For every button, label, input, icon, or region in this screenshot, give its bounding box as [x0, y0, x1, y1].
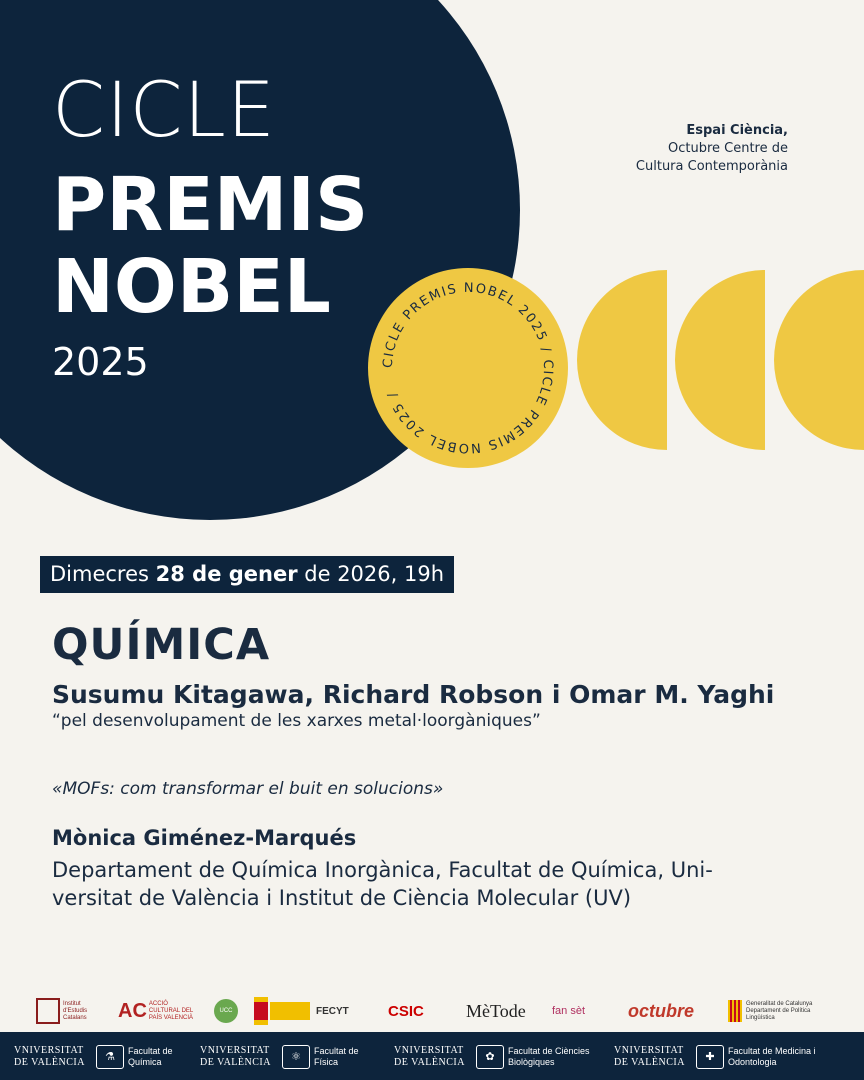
- footer-bar: [0, 1032, 864, 1080]
- footer-faculty-medicina: [614, 1042, 848, 1072]
- title-cicle: CICLE: [52, 65, 276, 154]
- venue-info: [636, 122, 788, 176]
- uv-logo: VNIVERSITAT DE VALÈNCIA: [614, 1045, 685, 1068]
- sponsor-fecyt: FECYT: [254, 994, 374, 1028]
- affiliation-line-2: versitat de València i Institut de Ciència Molecular (UV): [52, 886, 632, 910]
- sponsor-csic: CSIC: [388, 1002, 424, 1020]
- faculty-quimica-icon: ⚗: [96, 1045, 124, 1069]
- sponsor-ucc: UCC: [214, 994, 240, 1028]
- uv-logo: VNIVERSITAT DE VALÈNCIA: [200, 1045, 271, 1068]
- date-rest: de 2026, 19h: [297, 562, 445, 586]
- talk-title: «MOFs: com transformar el buit en solucions»: [52, 779, 444, 799]
- subject-heading: QUÍMICA: [52, 620, 271, 670]
- footer-faculty-quimica: [14, 1042, 188, 1072]
- venue-line-2: Octubre Centre de: [667, 141, 788, 156]
- badge-text: CICLE PREMIS NOBEL 2025 / CICLE PREMIS NOBEL 2025 /: [380, 280, 556, 456]
- event-date: [40, 556, 454, 593]
- speaker-affiliation: [52, 856, 822, 912]
- uv-logo: VNIVERSITAT DE VALÈNCIA: [14, 1045, 85, 1068]
- title-premis: PREMIS: [52, 162, 369, 248]
- faculty-quimica-label: Facultat de Química: [128, 1046, 173, 1067]
- yellow-half-circle-3: [774, 270, 864, 450]
- date-weekday: Dimecres: [50, 562, 156, 586]
- venue-line-3: Cultura Contemporània: [635, 159, 788, 174]
- affiliation-line-1: Departament de Química Inorgànica, Facultat de Química, Uni-: [52, 858, 713, 882]
- iec-icon: [36, 998, 60, 1024]
- sponsor-logos: [36, 994, 836, 1030]
- faculty-medicina-icon: ✚: [696, 1045, 724, 1069]
- faculty-fisica-label: Facultat de Física: [314, 1046, 359, 1067]
- svg-text:CICLE PREMIS NOBEL 2025 / CICL: [381, 281, 555, 455]
- uv-logo: VNIVERSITAT DE VALÈNCIA: [394, 1045, 465, 1068]
- acpv-icon: AC: [118, 999, 147, 1022]
- yellow-half-circle-1: [577, 270, 667, 450]
- ministry-icon: [270, 1002, 310, 1020]
- prize-motivation: “pel desenvolupament de les xarxes metal·loorgàniques”: [52, 711, 541, 731]
- title-nobel: NOBEL: [52, 244, 331, 330]
- speaker-name: Mònica Giménez-Marqués: [52, 826, 357, 850]
- circular-badge: [368, 268, 568, 468]
- venue-name: Espai Ciència,: [686, 123, 788, 138]
- laureates: Susumu Kitagawa, Richard Robson i Omar M. Yaghi: [52, 680, 775, 709]
- sponsor-generalitat: Generalitat de Catalunya Departament de Política Lingüística: [728, 994, 836, 1028]
- faculty-medicina-label: Facultat de Medicina i Odontologia: [728, 1046, 816, 1067]
- date-day-month: 28 de gener: [155, 562, 298, 586]
- title-year: 2025: [52, 340, 149, 384]
- faculty-biologiques-icon: ✿: [476, 1045, 504, 1069]
- footer-faculty-biologiques: [394, 1042, 608, 1072]
- faculty-fisica-icon: ⚛: [282, 1045, 310, 1069]
- sponsor-fanset: fan sèt: [552, 1005, 586, 1017]
- sponsor-metode: MèTode: [466, 1000, 526, 1021]
- badge-text-ring: [368, 268, 568, 468]
- sponsor-iec: Institut d'Estudis Catalans: [36, 994, 104, 1028]
- sponsor-acpv: AC ACCIÓ CULTURAL DEL PAÍS VALENCIÀ: [118, 999, 194, 1022]
- generalitat-icon: [728, 1000, 742, 1022]
- faculty-biologiques-label: Facultat de Ciències Biològiques: [508, 1046, 590, 1067]
- spain-flag-icon: [254, 997, 268, 1025]
- footer-faculty-fisica: [200, 1042, 374, 1072]
- sponsor-octubre: octubre: [628, 1000, 695, 1021]
- yellow-half-circle-2: [675, 270, 765, 450]
